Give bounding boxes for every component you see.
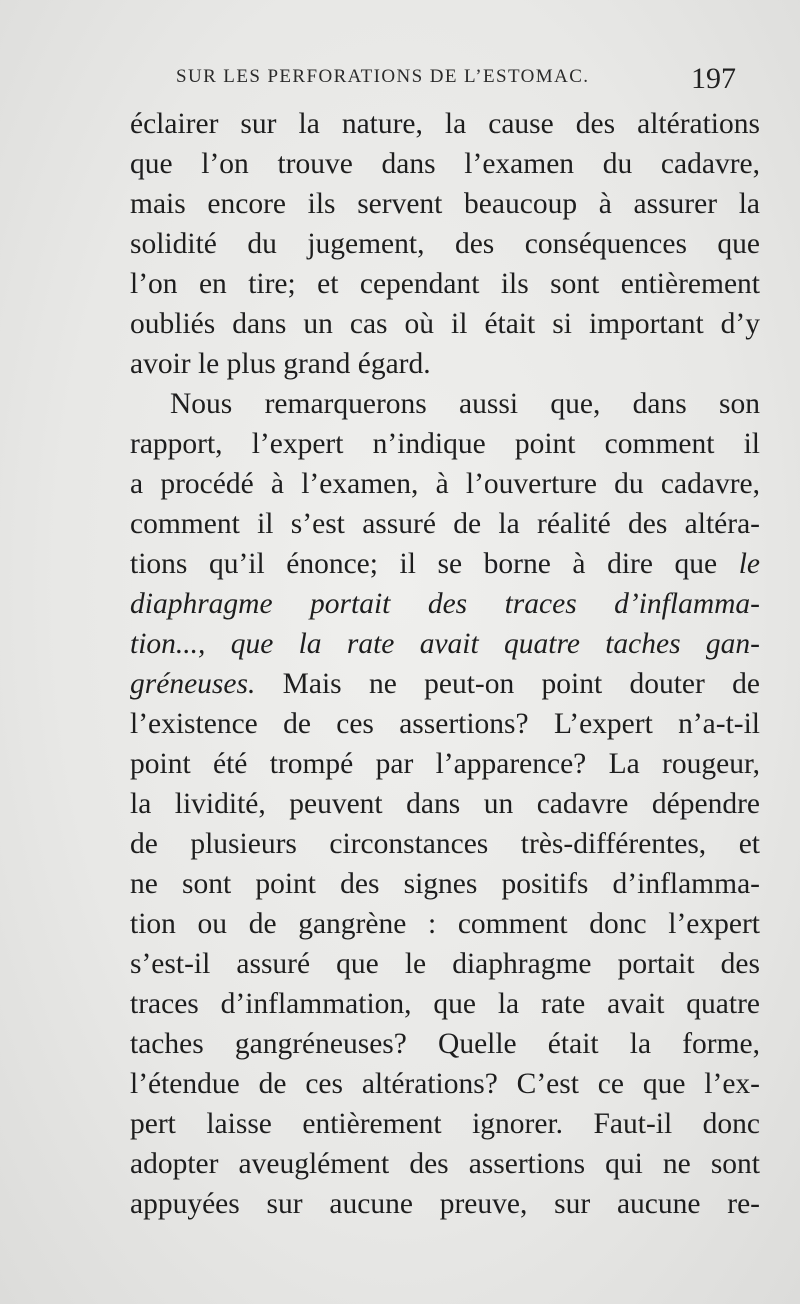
text-run: Mais ne peut-on point douter de: [255, 668, 760, 700]
body-text: [130, 104, 760, 1224]
text-line: avoir le plus grand égard.: [130, 348, 431, 380]
italic-run: le: [738, 548, 760, 580]
text-line: comment il s’est assuré de la réalité des altéra-: [130, 508, 760, 540]
text-run: tions qu’il énonce; il se borne à dire que: [130, 548, 739, 580]
text-line: de plusieurs circonstances très-différentes, et: [130, 828, 760, 860]
italic-run: gréneuses.: [130, 668, 256, 700]
text-line: ne sont point des signes positifs d’inflamma-: [130, 868, 760, 900]
text-line: oubliés dans un cas où il était si important d’y: [130, 308, 760, 340]
italic-line: tion..., que la rate avait quatre taches gan-: [130, 628, 760, 660]
text-line: rapport, l’expert n’indique point comment il: [130, 428, 760, 460]
text-line: éclairer sur la nature, la cause des altérations: [130, 108, 760, 140]
text-line: adopter aveuglément des assertions qui ne sont: [130, 1148, 760, 1180]
text-line: appuyées sur aucune preuve, sur aucune re-: [130, 1188, 760, 1220]
page-number: 197: [691, 62, 736, 95]
text-line: pert laisse entièrement ignorer. Faut-il donc: [130, 1108, 760, 1140]
text-line: que l’on trouve dans l’examen du cadavre,: [130, 148, 760, 180]
paragraph-start-line: Nous remarquerons aussi que, dans son: [170, 388, 760, 420]
text-line: l’existence de ces assertions? L’expert n’a-t-il: [130, 708, 760, 740]
page-header: [176, 62, 766, 102]
text-line: point été trompé par l’apparence? La rougeur,: [130, 748, 760, 780]
text-line-mixed: [130, 664, 760, 704]
text-line: solidité du jugement, des conséquences que: [130, 228, 760, 260]
italic-line: diaphragme portait des traces d’inflamma-: [130, 588, 760, 620]
text-line: traces d’inflammation, que la rate avait quatre: [130, 988, 760, 1020]
text-line-mixed: [130, 544, 760, 584]
text-line: l’étendue de ces altérations? C’est ce que l’ex-: [130, 1068, 760, 1100]
text-line: a procédé à l’examen, à l’ouverture du cadavre,: [130, 468, 760, 500]
text-line: l’on en tire; et cependant ils sont entièrement: [130, 268, 760, 300]
text-line: mais encore ils servent beaucoup à assurer la: [130, 188, 760, 220]
text-line: tion ou de gangrène : comment donc l’expert: [130, 908, 760, 940]
text-line: la lividité, peuvent dans un cadavre dépendre: [130, 788, 760, 820]
text-line: s’est-il assuré que le diaphragme portait des: [130, 948, 760, 980]
running-title: SUR LES PERFORATIONS DE L’ESTOMAC.: [176, 66, 590, 87]
text-line: taches gangréneuses? Quelle était la forme,: [130, 1028, 760, 1060]
